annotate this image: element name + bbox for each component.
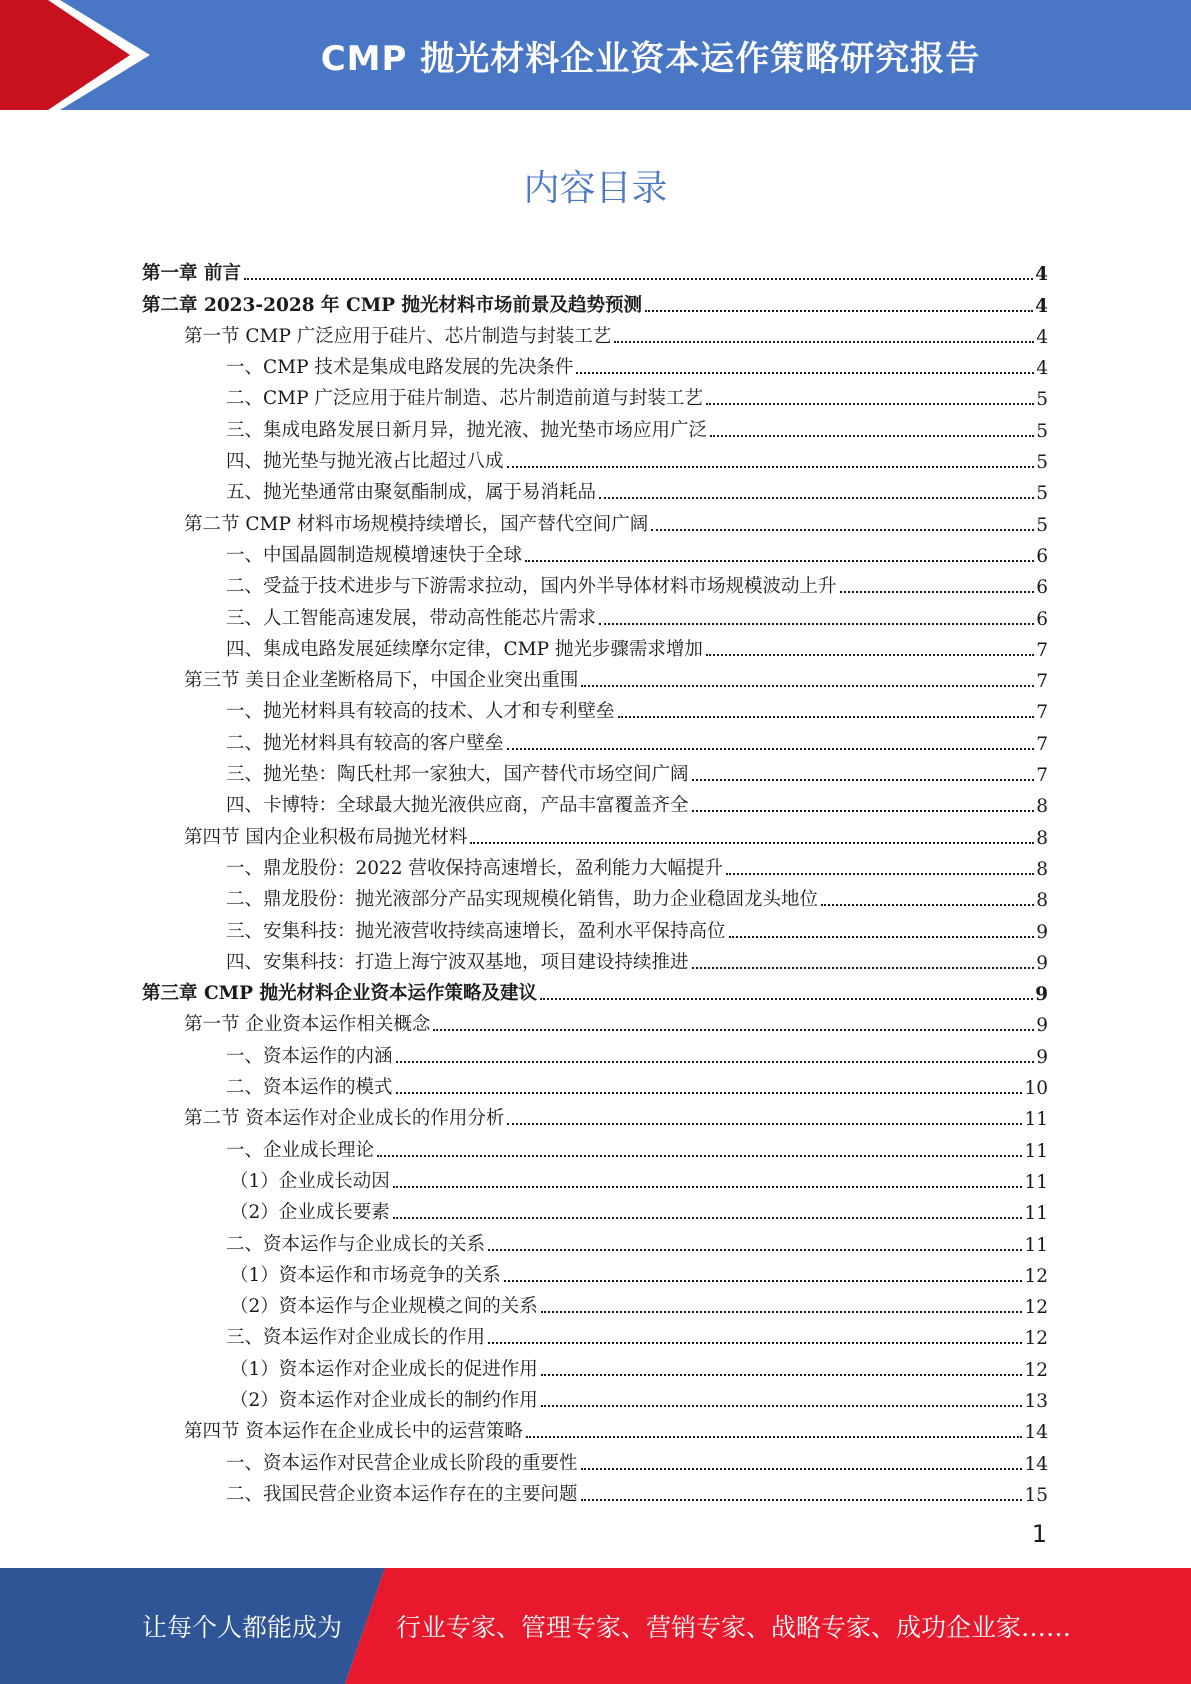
report-header-banner	[0, 0, 1191, 110]
toc-entry-text: 第二节 CMP 材料市场规模持续增长，国产替代空间广阔	[184, 513, 649, 535]
toc-entry-text: 二、CMP 广泛应用于硅片制造、芯片制造前道与封装工艺	[226, 388, 703, 410]
toc-entry-page: 9	[1035, 984, 1048, 1006]
toc-dot-leader	[396, 1061, 1035, 1063]
toc-dot-leader	[692, 810, 1035, 812]
toc-entry-page: 4	[1035, 264, 1048, 286]
toc-entry-page: 4	[1036, 326, 1048, 348]
footer-slogan-left: 让每个人都能成为	[142, 1613, 343, 1642]
toc-entry-text: （1）资本运作对企业成长的促进作用	[230, 1358, 538, 1380]
toc-entry[interactable]	[142, 1036, 1048, 1067]
toc-entry-text: 五、抛光垫通常由聚氨酯制成，属于易消耗品	[226, 482, 597, 504]
toc-dot-leader	[614, 341, 1034, 343]
toc-entry[interactable]	[142, 1005, 1048, 1036]
toc-entry-text: 四、安集科技：打造上海宁波双基地，项目建设持续推进	[226, 951, 689, 973]
toc-entry-page: 12	[1024, 1359, 1048, 1381]
toc-entry-text: 二、我国民营企业资本运作存在的主要问题	[226, 1483, 578, 1505]
toc-dot-leader	[710, 435, 1034, 437]
toc-entry-page: 10	[1024, 1078, 1048, 1100]
toc-dot-leader	[470, 842, 1034, 844]
toc-entry-page: 7	[1036, 765, 1048, 787]
toc-entry-text: 四、卡博特：全球最大抛光液供应商，产品丰富覆盖齐全	[226, 795, 689, 817]
toc-entry-page: 5	[1036, 483, 1048, 505]
toc-entry-page: 11	[1024, 1203, 1048, 1225]
footer-banner	[0, 1568, 1191, 1684]
toc-entry-page: 5	[1036, 452, 1048, 474]
toc-entry[interactable]	[142, 1443, 1048, 1474]
toc-entry-page: 6	[1036, 545, 1048, 567]
toc-entry-page: 11	[1024, 1234, 1048, 1256]
toc-entry[interactable]	[142, 254, 1048, 285]
toc-entry[interactable]	[142, 943, 1048, 974]
toc-entry[interactable]	[142, 536, 1048, 567]
toc-entry[interactable]	[142, 692, 1048, 723]
toc-entry[interactable]	[142, 379, 1048, 410]
toc-dot-leader	[645, 310, 1033, 312]
toc-entry-page: 6	[1036, 608, 1048, 630]
toc-entry[interactable]	[142, 504, 1048, 535]
toc-entry-text: 一、鼎龙股份：2022 营收保持高速增长，盈利能力大幅提升	[226, 857, 723, 879]
toc-entry[interactable]	[142, 1381, 1048, 1412]
toc-entry[interactable]	[142, 1068, 1048, 1099]
toc-entry-page: 7	[1036, 702, 1048, 724]
toc-entry-text: 一、资本运作的内涵	[226, 1045, 393, 1067]
toc-entry-text: 二、受益于技术进步与下游需求拉动，国内外半导体材料市场规模波动上升	[226, 576, 837, 598]
toc-entry-page: 7	[1036, 639, 1048, 661]
toc-entry[interactable]	[142, 723, 1048, 754]
toc-dot-leader	[576, 372, 1034, 374]
toc-entry-text: 二、鼎龙股份：抛光液部分产品实现规模化销售，助力企业稳固龙头地位	[226, 889, 819, 911]
toc-entry-page: 11	[1024, 1171, 1048, 1193]
toc-entry-text: 一、中国晶圆制造规模增速快于全球	[226, 544, 523, 566]
toc-entry-text: 第二节 资本运作对企业成长的作用分析	[184, 1108, 505, 1130]
toc-entry-text: 二、资本运作与企业成长的关系	[226, 1233, 486, 1255]
toc-entry[interactable]	[142, 817, 1048, 848]
toc-dot-leader	[618, 716, 1035, 718]
toc-dot-leader	[488, 1342, 1022, 1344]
toc-entry-text: 一、企业成长理论	[226, 1139, 375, 1161]
toc-dot-leader	[599, 497, 1034, 499]
toc-entry[interactable]	[142, 1130, 1048, 1161]
toc-dot-leader	[377, 1155, 1022, 1157]
toc-entry-text: 第三节 美日企业垄断格局下，中国企业突出重围	[184, 670, 579, 692]
toc-entry-text: 第三章 CMP 抛光材料企业资本运作策略及建议	[142, 983, 537, 1005]
toc-entry[interactable]	[142, 974, 1048, 1005]
toc-entry-page: 5	[1036, 420, 1048, 442]
toc-entry-text: 第一节 CMP 广泛应用于硅片、芯片制造与封装工艺	[184, 325, 612, 347]
footer-slogan-right: 行业专家、管理专家、营销专家、战略专家、成功企业家……	[396, 1613, 1072, 1642]
toc-entry[interactable]	[142, 442, 1048, 473]
toc-dot-leader	[706, 403, 1034, 405]
toc-entry[interactable]	[142, 317, 1048, 348]
toc-entry[interactable]	[142, 630, 1048, 661]
toc-entry-text: 一、抛光材料具有较高的技术、人才和专利壁垒	[226, 701, 615, 723]
toc-entry-page: 14	[1024, 1422, 1048, 1444]
toc-entry-page: 5	[1036, 389, 1048, 411]
toc-dot-leader	[729, 936, 1035, 938]
toc-entry[interactable]	[142, 1412, 1048, 1443]
toc-entry[interactable]	[142, 1256, 1048, 1287]
toc-entry[interactable]	[142, 1099, 1048, 1130]
toc-entry-page: 5	[1036, 514, 1048, 536]
toc-dot-leader	[541, 1405, 1023, 1407]
toc-entry-page: 12	[1024, 1328, 1048, 1350]
toc-entry[interactable]	[142, 1287, 1048, 1318]
toc-entry-page: 6	[1036, 577, 1048, 599]
toc-entry-text: （2）资本运作与企业规模之间的关系	[230, 1296, 538, 1318]
toc-entry[interactable]	[142, 661, 1048, 692]
toc-dot-leader	[581, 1468, 1023, 1470]
toc-dot-leader	[433, 1029, 1034, 1031]
toc-entry-text: 四、集成电路发展延续摩尔定律，CMP 抛光步骤需求增加	[226, 638, 703, 660]
toc-entry-page: 15	[1024, 1484, 1048, 1506]
toc-entry-text: 三、安集科技：抛光液营收持续高速增长，盈利水平保持高位	[226, 920, 726, 942]
toc-entry[interactable]	[142, 598, 1048, 629]
toc-entry[interactable]	[142, 348, 1048, 379]
toc-heading: 内容目录	[523, 168, 668, 209]
toc-entry-page: 8	[1036, 827, 1048, 849]
toc-entry-text: 第二章 2023-2028 年 CMP 抛光材料市场前景及趋势预测	[142, 294, 643, 316]
toc-entry[interactable]	[142, 285, 1048, 316]
toc-entry[interactable]	[142, 880, 1048, 911]
toc-dot-leader	[692, 779, 1035, 781]
toc-entry-text: 一、资本运作对民营企业成长阶段的重要性	[226, 1452, 578, 1474]
toc-dot-leader	[840, 591, 1035, 593]
toc-entry-text: （2）资本运作对企业成长的制约作用	[230, 1389, 538, 1411]
report-title: CMP 抛光材料企业资本运作策略研究报告	[320, 38, 981, 79]
toc-entry-text: 第四节 国内企业积极布局抛光材料	[184, 826, 468, 848]
toc-entry-page: 4	[1036, 358, 1048, 380]
toc-entry-page: 12	[1024, 1265, 1048, 1287]
toc-entry-page: 4	[1035, 295, 1048, 317]
toc-dot-leader	[504, 1280, 1023, 1282]
toc-entry-page: 7	[1036, 733, 1048, 755]
toc-entry-page: 11	[1024, 1109, 1048, 1131]
toc-entry-text: 一、CMP 技术是集成电路发展的先决条件	[226, 357, 574, 379]
toc-dot-leader	[244, 278, 1033, 280]
toc-dot-leader	[488, 1249, 1022, 1251]
toc-entry-page: 12	[1024, 1297, 1048, 1319]
toc-entry[interactable]	[142, 755, 1048, 786]
toc-entry-page: 14	[1024, 1453, 1048, 1475]
toc-dot-leader	[541, 1374, 1023, 1376]
toc-entry[interactable]	[142, 911, 1048, 942]
toc-entry-text: 二、资本运作的模式	[226, 1077, 393, 1099]
toc-entry-page: 13	[1024, 1390, 1048, 1412]
toc-dot-leader	[393, 1217, 1023, 1219]
toc-dot-leader	[507, 1123, 1022, 1125]
toc-entry-text: 第四节 资本运作在企业成长中的运营策略	[184, 1421, 523, 1443]
toc-entry[interactable]	[142, 1224, 1048, 1255]
page-number: 1	[1031, 1520, 1047, 1548]
toc-entry-text: （1）企业成长动因	[230, 1170, 390, 1192]
toc-dot-leader	[507, 748, 1035, 750]
toc-entry-text: 第一章 前言	[142, 263, 241, 285]
toc-entry-page: 9	[1036, 921, 1048, 943]
toc-dot-leader	[541, 1311, 1023, 1313]
toc-entry-text: 二、抛光材料具有较高的客户壁垒	[226, 732, 504, 754]
toc-entry[interactable]	[142, 567, 1048, 598]
toc-entry-text: 四、抛光垫与抛光液占比超过八成	[226, 451, 504, 473]
toc-dot-leader	[726, 873, 1034, 875]
toc-entry-page: 8	[1036, 796, 1048, 818]
toc-entry-page: 8	[1036, 890, 1048, 912]
toc-dot-leader	[651, 529, 1034, 531]
toc-entry[interactable]	[142, 1349, 1048, 1380]
toc-entry[interactable]	[142, 1193, 1048, 1224]
toc-entry-page: 7	[1036, 671, 1048, 693]
toc-dot-leader	[581, 685, 1034, 687]
toc-entry-text: 三、抛光垫：陶氏杜邦一家独大，国产替代市场空间广阔	[226, 764, 689, 786]
toc-dot-leader	[706, 654, 1034, 656]
toc-entry[interactable]	[142, 1475, 1048, 1506]
toc-entry-page: 9	[1036, 1015, 1048, 1037]
toc-dot-leader	[692, 967, 1035, 969]
toc-entry-text: 三、资本运作对企业成长的作用	[226, 1327, 486, 1349]
toc-entry[interactable]	[142, 1318, 1048, 1349]
toc-dot-leader	[540, 998, 1033, 1000]
toc-entry-text: （2）企业成长要素	[230, 1202, 390, 1224]
toc-entry-text: （1）资本运作和市场竞争的关系	[230, 1264, 501, 1286]
toc-dot-leader	[821, 904, 1034, 906]
toc-entry-text: 三、人工智能高速发展，带动高性能芯片需求	[226, 607, 597, 629]
header-arrow-icon	[0, 0, 150, 110]
toc-dot-leader	[526, 1436, 1023, 1438]
toc-entry[interactable]	[142, 473, 1048, 504]
toc-dot-leader	[396, 1092, 1023, 1094]
toc-dot-leader	[393, 1186, 1023, 1188]
toc-entry[interactable]	[142, 1162, 1048, 1193]
toc-entry-page: 9	[1036, 1046, 1048, 1068]
toc-entry[interactable]	[142, 410, 1048, 441]
toc-entry[interactable]	[142, 786, 1048, 817]
toc-entry[interactable]	[142, 849, 1048, 880]
toc-entry-text: 第一节 企业资本运作相关概念	[184, 1014, 431, 1036]
toc-dot-leader	[581, 1499, 1023, 1501]
toc-entry-page: 8	[1036, 858, 1048, 880]
toc-entry-text: 三、集成电路发展日新月异，抛光液、抛光垫市场应用广泛	[226, 419, 708, 441]
table-of-contents	[142, 254, 1048, 1506]
toc-entry-page: 9	[1036, 952, 1048, 974]
toc-dot-leader	[507, 466, 1035, 468]
toc-entry-page: 11	[1024, 1140, 1048, 1162]
toc-dot-leader	[599, 623, 1034, 625]
toc-dot-leader	[525, 560, 1034, 562]
